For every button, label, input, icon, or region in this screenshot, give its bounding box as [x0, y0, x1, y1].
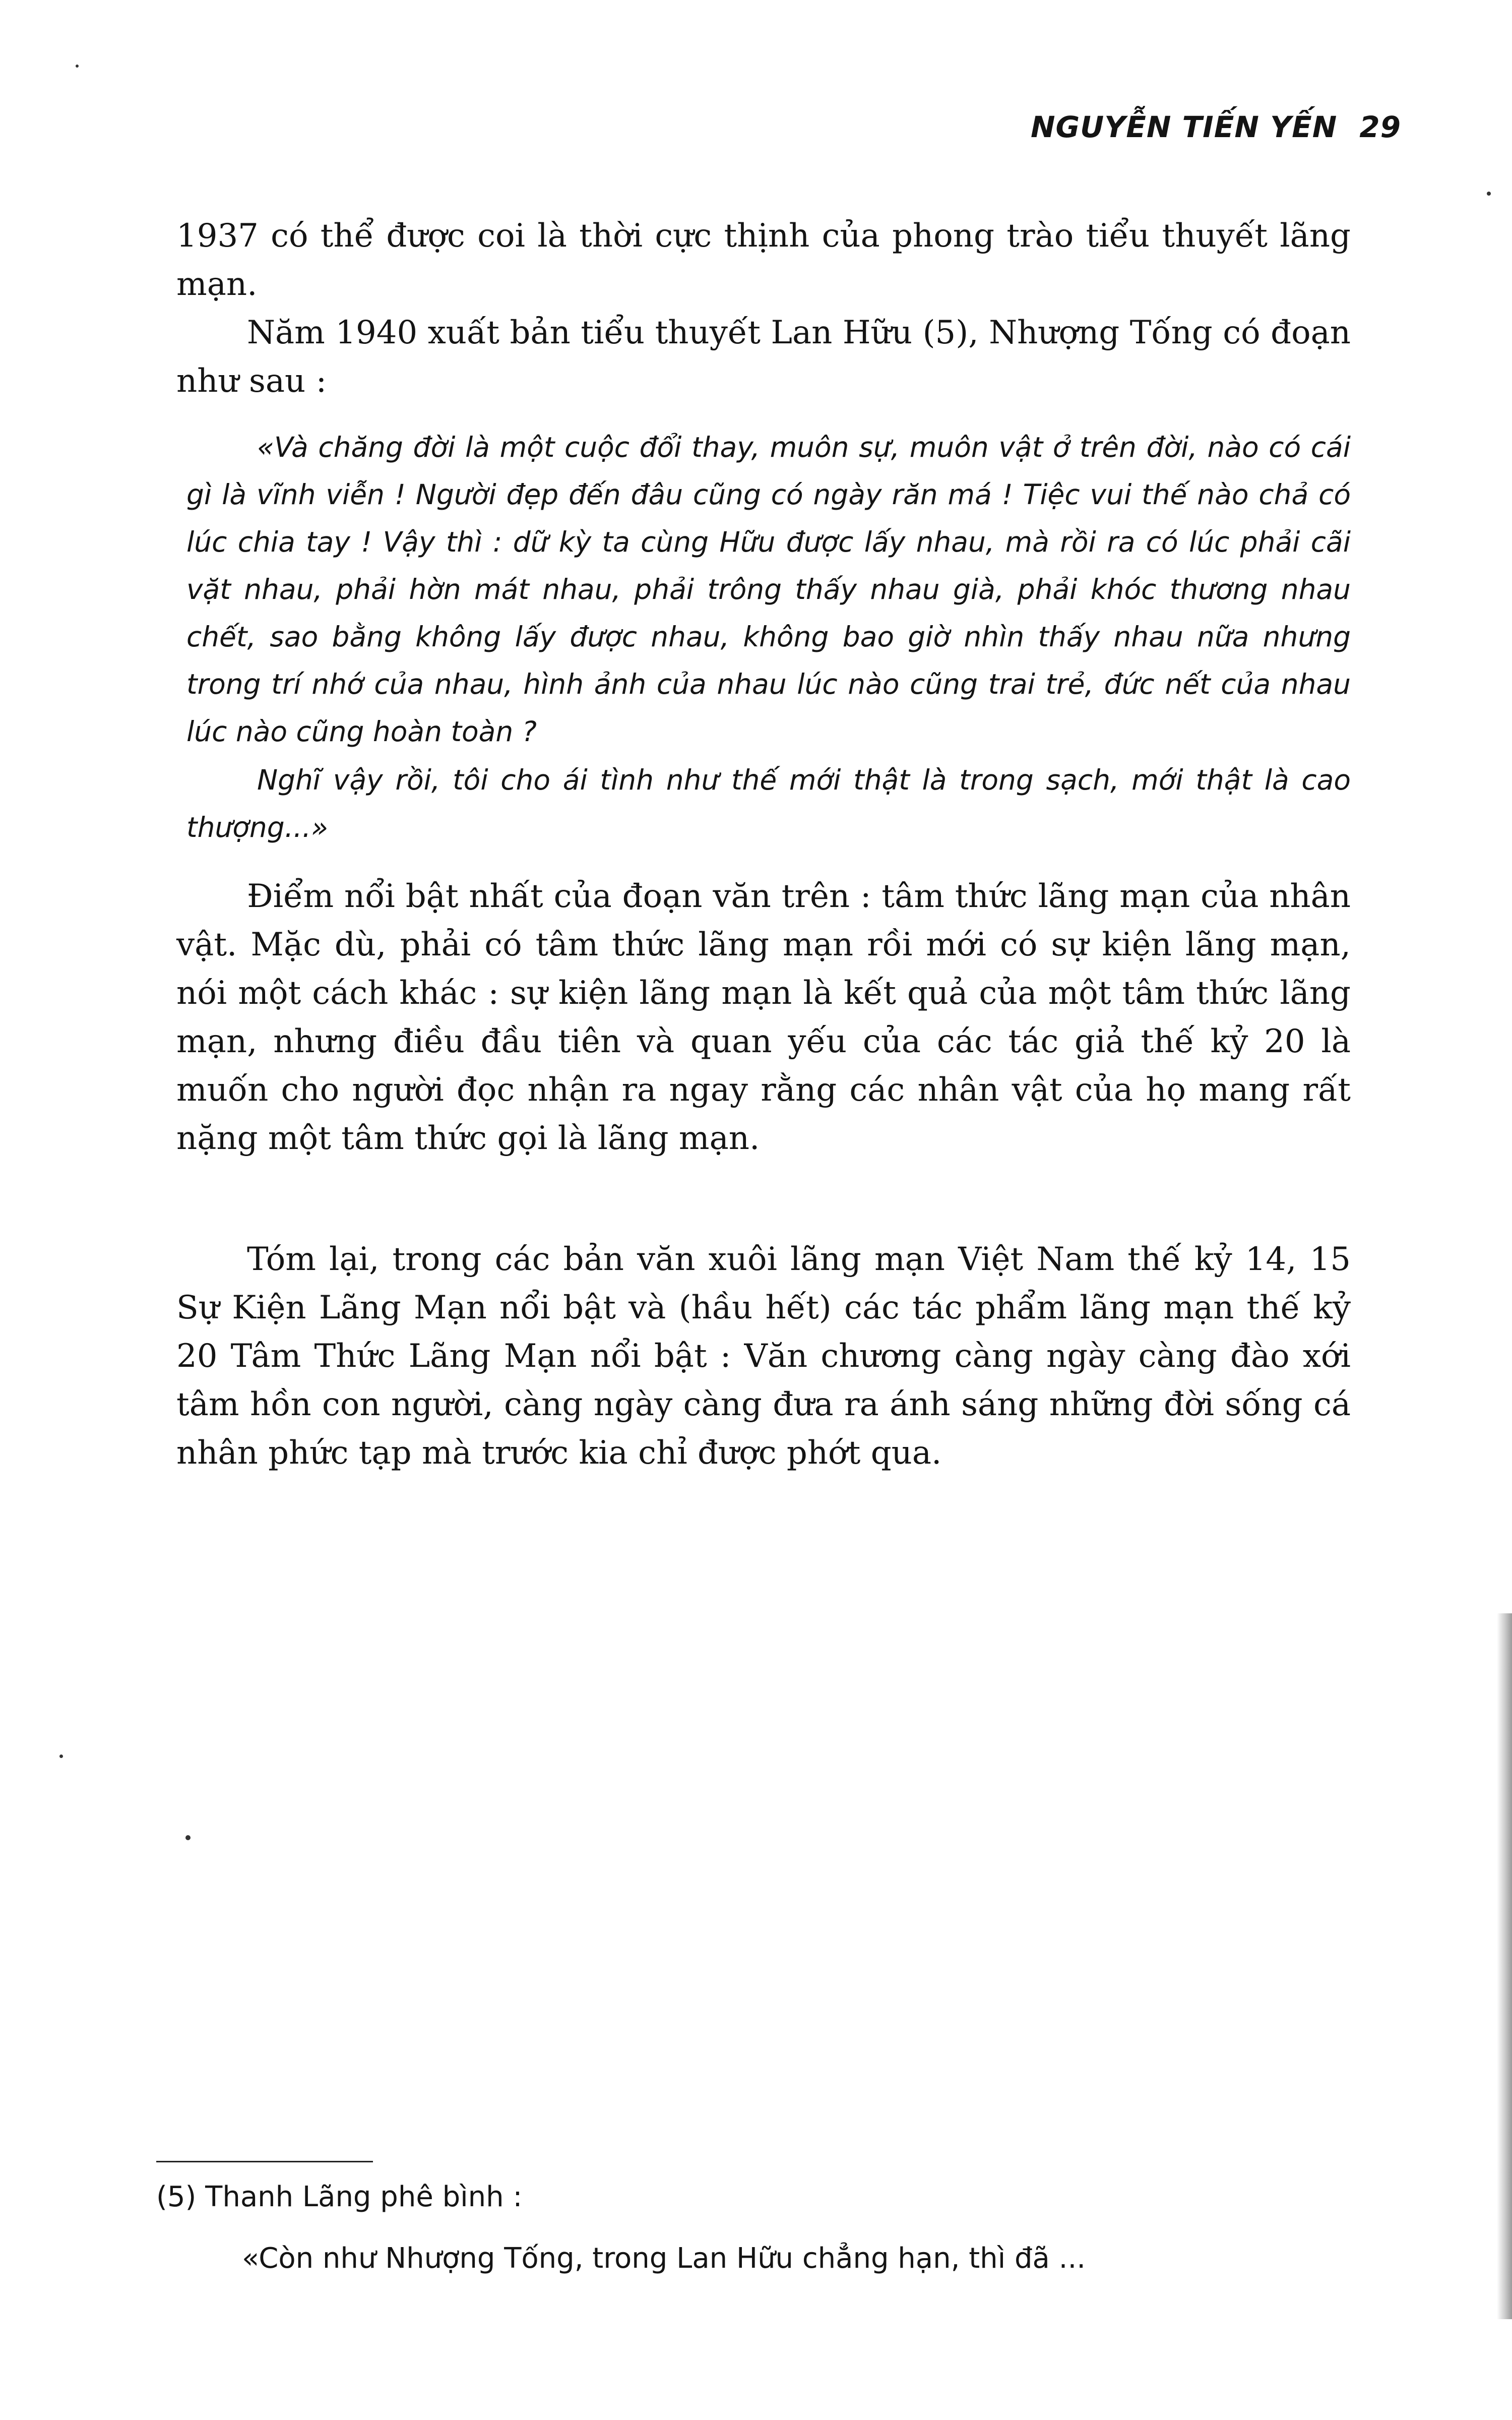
block-quote-2: Nghĩ vậy rồi, tôi cho ái tình như thế mới thật là trong sạch, mới thật là cao thượng...» — [186, 764, 1351, 843]
paragraph-2: Năm 1940 xuất bản tiểu thuyết Lan Hữu (5), Nhượng Tống có đoạn như sau : — [176, 314, 1351, 400]
block-quote-1: «Và chăng đời là một cuộc đổi thay, muôn sự, muôn vật ở trên đời, nào có cái gì là vĩnh viễn ! Người đẹp đến đâu cũng có ngày răn má ! Tiệc vui thế nào chả có lúc chia tay ! Vậy thì : dữ kỳ ta cùng Hữu được lấy nhau, mà rồi ra có lúc phải cãi vặt nhau, phải hờn mát nhau, phải trông thấy nhau già, phải khóc thương nhau chết, sao bằng không lấy được nhau, không bao giờ nhìn thấy nhau nữa nhưng trong trí nhớ của nhau, hình ảnh của nhau lúc nào cũng trai trẻ, đức nết của nhau lúc nào cũng hoàn toàn ? — [186, 431, 1351, 748]
page-number: 29 — [1359, 110, 1401, 144]
footnote-line-2: «Còn như Nhượng Tống, trong Lan Hữu chẳng hạn, thì đã ... — [242, 2242, 1086, 2275]
page-edge-shadow — [1497, 1613, 1512, 2319]
footnote-line-1: (5) Thanh Lãng phê bình : — [156, 2181, 523, 2213]
scan-speck — [59, 1754, 63, 1758]
paragraph-1: 1937 có thể được coi là thời cực thịnh của phong trào tiểu thuyết lãng mạn. — [176, 217, 1351, 303]
paragraph-4: Tóm lại, trong các bản văn xuôi lãng mạn Việt Nam thế kỷ 14, 15 Sự Kiện Lãng Mạn nổi bật và (hầu hết) các tác phẩm lãng mạn thế kỷ 20 Tâm Thức Lãng Mạn nổi bật : Văn chương càng ngày càng đào xới tâm hồn con người, càng ngày càng đưa ra ánh sáng những đời sống cá nhân phức tạp mà trước kia chỉ được phớt qua. — [176, 1241, 1351, 1472]
running-head-author: NGUYỄN TIẾN YẾN — [1031, 110, 1338, 144]
scan-speck — [76, 65, 79, 68]
scan-speck — [185, 1835, 191, 1840]
paragraph-3: Điểm nổi bật nhất của đoạn văn trên : tâm thức lãng mạn của nhân vật. Mặc dù, phải có tâm thức lãng mạn rồi mới có sự kiện lãng mạn, nói một cách khác : sự kiện lãng mạn là kết quả của một tâm thức lãng mạn, nhưng điều đầu tiên và quan yếu của các tác giả thế kỷ 20 là muốn cho người đọc nhận ra ngay rằng các nhân vật của họ mang rất nặng một tâm thức gọi là lãng mạn. — [176, 878, 1351, 1157]
scan-speck — [1487, 192, 1491, 196]
footnote-divider — [156, 2161, 373, 2162]
running-head — [1031, 110, 1401, 144]
